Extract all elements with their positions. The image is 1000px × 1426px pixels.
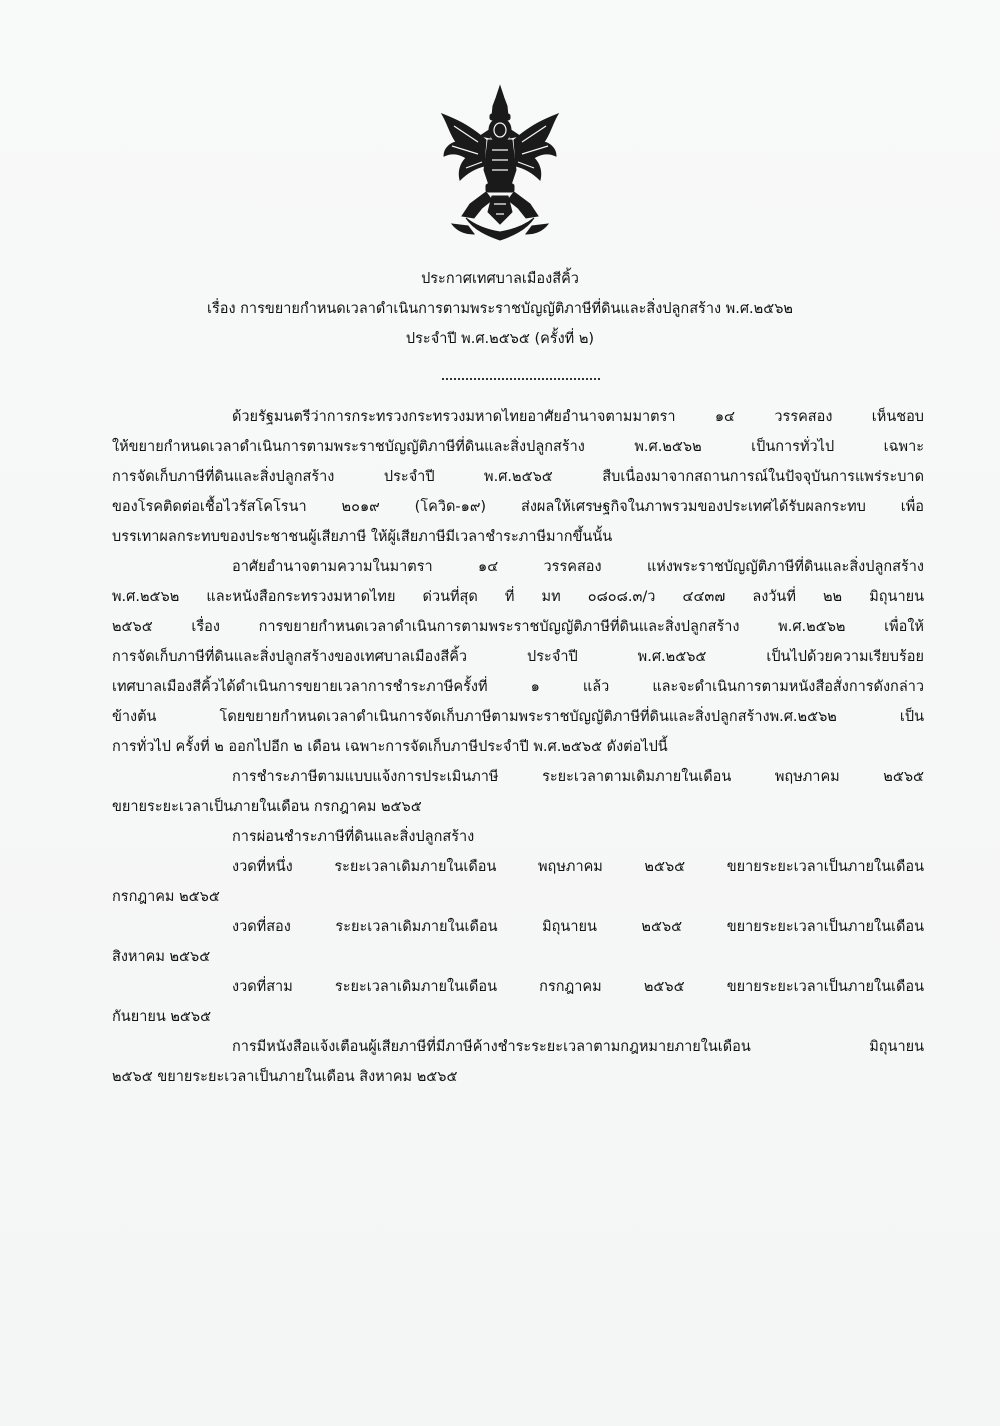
page-title: ประกาศเทศบาลเมืองสีคิ้ว bbox=[421, 271, 579, 287]
paragraph-1-line: ให้ขยายกำหนดเวลาดำเนินการตามพระราชบัญญัติภาษีที่ดินและสิ่งปลูกสร้าง พ.ศ.๒๕๖๒ เป็นการทั่วไป เฉพาะ bbox=[112, 439, 924, 455]
installment-3-line: กันยายน ๒๕๖๕ bbox=[112, 1009, 212, 1025]
paragraph-2-line: ข้างต้น โดยขยายกำหนดเวลาดำเนินการจัดเก็บภาษีตามพระราชบัญญัติภาษีที่ดินและสิ่งปลูกสร้างพ.ศ.๒๕๖๒ เป็น bbox=[112, 709, 924, 725]
installment-1-line: งวดที่หนึ่ง ระยะเวลาเดิมภายในเดือน พฤษภาคม ๒๕๖๕ ขยายระยะเวลาเป็นภายในเดือน bbox=[232, 859, 924, 875]
subject-line: เรื่อง การขยายกำหนดเวลาดำเนินการตามพระราชบัญญัติภาษีที่ดินและสิ่งปลูกสร้าง พ.ศ.๒๕๖๒ bbox=[207, 301, 793, 317]
installment-3-line: งวดที่สาม ระยะเวลาเดิมภายในเดือน กรกฎาคม ๒๕๖๕ ขยายระยะเวลาเป็นภายในเดือน bbox=[232, 979, 924, 995]
paragraph-8-line: ๒๕๖๕ ขยายระยะเวลาเป็นภายในเดือน สิงหาคม ๒๕๖๕ bbox=[112, 1069, 458, 1085]
paragraph-1-line: ของโรคติดต่อเชื้อไวรัสโคโรนา ๒๐๑๙ (โควิด-๑๙) ส่งผลให้เศรษฐกิจในภาพรวมของประเทศได้รับผลกระทบ เพื่อ bbox=[112, 499, 924, 515]
period-line: ประจำปี พ.ศ.๒๕๖๕ (ครั้งที่ ๒) bbox=[405, 331, 595, 347]
paragraph-1-line: ด้วยรัฐมนตรีว่าการกระทรวงกระทรวงมหาดไทยอาศัยอำนาจตามมาตรา ๑๔ วรรคสอง เห็นชอบ bbox=[232, 409, 924, 425]
installment-2-line: งวดที่สอง ระยะเวลาเดิมภายในเดือน มิถุนายน ๒๕๖๕ ขยายระยะเวลาเป็นภายในเดือน bbox=[232, 919, 924, 935]
paragraph-4-line: การผ่อนชำระภาษีที่ดินและสิ่งปลูกสร้าง bbox=[232, 829, 475, 845]
installment-2-line: สิงหาคม ๒๕๖๕ bbox=[112, 949, 211, 965]
paragraph-2-line: เทศบาลเมืองสีคิ้วได้ดำเนินการขยายเวลาการชำระภาษีครั้งที่ ๑ แล้ว และจะดำเนินการตามหนังสือสั่งการดังกล่าว bbox=[112, 679, 924, 695]
paragraph-3-line: การชำระภาษีตามแบบแจ้งการประเมินภาษี ระยะเวลาตามเดิมภายในเดือน พฤษภาคม ๒๕๖๕ bbox=[232, 769, 924, 785]
dotted-separator bbox=[442, 368, 600, 380]
paragraph-2-line: ๒๕๖๕ เรื่อง การขยายกำหนดเวลาดำเนินการตามพระราชบัญญัติภาษีที่ดินและสิ่งปลูกสร้าง พ.ศ.๒๕๖๒ เพื่อให้ bbox=[112, 619, 924, 635]
installment-1-line: กรกฎาคม ๒๕๖๕ bbox=[112, 889, 220, 905]
paragraph-2-line: การจัดเก็บภาษีที่ดินและสิ่งปลูกสร้างของเทศบาลเมืองสีคิ้ว ประจำปี พ.ศ.๒๕๖๕ เป็นไปด้วยความเรียบร้อย bbox=[112, 649, 924, 665]
paragraph-2-line: พ.ศ.๒๕๖๒ และหนังสือกระทรวงมหาดไทย ด่วนที่สุด ที่ มท ๐๘๐๘.๓/ว ๔๔๓๗ ลงวันที่ ๒๒ มิถุนายน bbox=[112, 589, 924, 605]
paragraph-1-line: การจัดเก็บภาษีที่ดินและสิ่งปลูกสร้าง ประจำปี พ.ศ.๒๕๖๕ สืบเนื่องมาจากสถานการณ์ในปัจจุบันการแพร่ระบาด bbox=[112, 469, 924, 485]
garuda-emblem-icon bbox=[438, 84, 562, 244]
paragraph-2-line: การทั่วไป ครั้งที่ ๒ ออกไปอีก ๒ เดือน เฉพาะการจัดเก็บภาษีประจำปี พ.ศ.๒๕๖๕ ดังต่อไปนี้ bbox=[112, 739, 668, 755]
paragraph-2-line: อาศัยอำนาจตามความในมาตรา ๑๔ วรรคสอง แห่งพระราชบัญญัติภาษีที่ดินและสิ่งปลูกสร้าง bbox=[232, 559, 924, 575]
paragraph-1-line: บรรเทาผลกระทบของประชาชนผู้เสียภาษี ให้ผู้เสียภาษีมีเวลาชำระภาษีมากขึ้นนั้น bbox=[112, 529, 613, 545]
paragraph-3-line: ขยายระยะเวลาเป็นภายในเดือน กรกฎาคม ๒๕๖๕ bbox=[112, 799, 422, 815]
paragraph-8-line: การมีหนังสือแจ้งเตือนผู้เสียภาษีที่มีภาษีค้างชำระระยะเวลาตามกฎหมายภายในเดือน มิถุนายน bbox=[232, 1039, 924, 1055]
announcement-body bbox=[112, 402, 924, 1092]
